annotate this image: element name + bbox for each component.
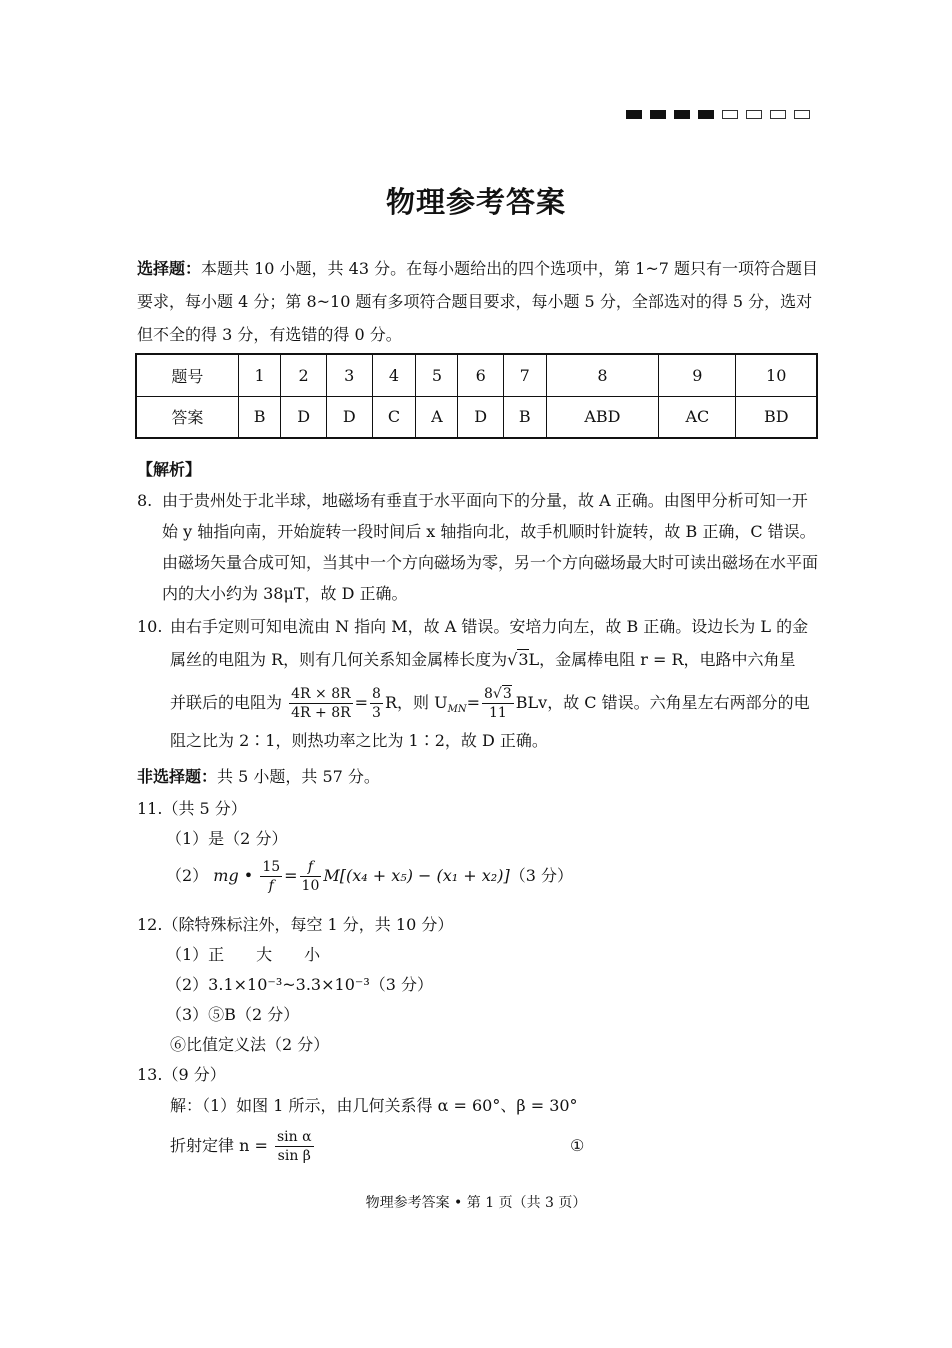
table-cell: D [326,396,372,438]
table-cell: D [281,396,327,438]
equals-sign: = [466,693,480,712]
fraction-f-over-10 [300,858,322,895]
question-8 [137,485,821,609]
header-marks [626,110,810,119]
filled-block-icon [650,110,666,119]
q12-part-3: （3）⑤B（2 分） [166,1005,300,1024]
fraction-snell-law [275,1128,314,1165]
question-number: 10. [137,617,163,636]
table-row-answers [136,396,817,438]
table-cell: B [504,396,547,438]
fraction-denominator: 4R + 8R [291,705,351,721]
q11-part-1: （1）是（2 分） [166,829,288,848]
q11-part-2: （2） mg • $\frac{15}{f}$ = $\frac{f}{10}$ M[(x₄ + x₅) − (x₁ + x₂)]（3 分） [166,859,573,894]
filled-block-icon [626,110,642,119]
row-header-number: 题号 [136,354,238,396]
table-cell: C [372,396,416,438]
filled-block-icon [674,110,690,119]
answer-table [135,353,818,439]
fraction-numerator: 4R × 8R [291,686,351,702]
q13-part-1: 解：（1）如图 1 所示，由几何关系得 α = 60°、β = 30° [170,1096,578,1115]
fraction-numerator: sin α [276,1129,312,1145]
question-number: 8. [137,491,153,510]
fraction-denominator: 3 [372,705,381,721]
empty-block-icon [722,110,738,119]
fraction-denominator: 10 [301,878,320,894]
table-cell: 8 [546,354,659,396]
table-row-numbers [136,354,817,396]
q12-head: 12.（除特殊标注外，每空 1 分，共 10 分） [137,915,454,934]
q11-mg: mg • [213,866,254,885]
q12-part-4: ⑥比值定义法（2 分） [170,1035,330,1054]
table-cell: 1 [238,354,281,396]
q10-line-2a: 属丝的电阻为 R，则有几何关系知金属棒长度为 [170,650,508,669]
fraction-voltage [482,685,514,722]
page-title: 物理参考答案 [385,185,566,219]
q10-line-4: 阻之比为 2∶1，则热功率之比为 1∶2，故 D 正确。 [170,731,548,750]
q10-line-2b: L，金属棒电阻 r = R，电路中六角星 [528,650,796,669]
table-cell: A [416,396,458,438]
table-cell: B [238,396,281,438]
table-cell: BD [736,396,817,438]
table-cell: 5 [416,354,458,396]
q10-line-3a: 并联后的电阻为 [170,693,283,712]
equals-sign: = [354,693,369,712]
table-cell: 6 [458,354,504,396]
table-cell: 10 [736,354,817,396]
table-cell: 4 [372,354,416,396]
table-cell: D [458,396,504,438]
fraction-numerator-coefficient: 8 [484,686,493,702]
table-cell: 3 [326,354,372,396]
table-cell: 2 [281,354,327,396]
sqrt-radicand: 3 [518,650,529,669]
page-footer: 物理参考答案 • 第 1 页（共 3 页） [365,1195,587,1211]
analysis-label: 【解析】 [137,460,202,479]
q13-part-2-prefix: 折射定律 n = [170,1136,268,1155]
q10-line-3c: BLv，故 C 错误。六角星左右两部分的电 [515,693,810,712]
q11-expression: M[(x₄ + x₅) − (x₁ + x₂)] [323,866,510,885]
fraction-parallel-resistance [289,685,353,722]
q13-part-2 [170,1126,600,1166]
empty-block-icon [794,110,810,119]
sqrt-radicand: 3 [502,686,512,702]
table-cell: 7 [504,354,547,396]
q10-line-3 [170,683,821,723]
fraction-denominator: 11 [488,705,507,721]
fraction-denominator: sin β [277,1148,311,1164]
subscript-mn: MN [447,704,467,716]
empty-block-icon [770,110,786,119]
q10-line-2: 属丝的电阻为 R，则有几何关系知金属棒长度为√3L，金属棒电阻 r = R，电路中六角星 [170,650,796,669]
q11-part-2-prefix: （2） [166,866,209,885]
q10-line-3b: R，则 U [384,693,448,712]
choice-intro-text: 本题共 10 小题，共 43 分。在每小题给出的四个选项中，第 1~7 题只有一项符合题目要求，每小题 4 分；第 8~10 题有多项符合题目要求，每小题 5 分，全部选对的得 5 分，选对但不全的得 3 分，有选错的得 0 分。 [137,259,819,344]
empty-block-icon [746,110,762,119]
table-cell: ABD [546,396,659,438]
fraction-numerator: f [300,858,322,877]
fraction-numerator: 8 [372,686,381,702]
choice-intro-lead: 选择题： [137,259,202,278]
nonchoice-lead: 非选择题： [137,767,218,786]
question-10-body [170,611,821,756]
q11-head: 11.（共 5 分） [137,799,247,818]
table-cell: AC [659,396,736,438]
row-header-answer: 答案 [136,396,238,438]
fraction-eight-thirds [370,685,383,722]
fraction-15-over-f [260,858,282,895]
table-cell: 9 [659,354,736,396]
nonchoice-text: 共 5 小题，共 57 分。 [217,767,380,786]
filled-block-icon [698,110,714,119]
question-8-text: 由于贵州处于北半球，地磁场有垂直于水平面向下的分量，故 A 正确。由图甲分析可知一开始 y 轴指向南，开始旋转一段时间后 x 轴指向北，故手机顺时针旋转，故 B 正确，C 错误。由磁场矢量合成可知，当其中一个方向磁场为零，另一个方向磁场最大时可读出磁场在水平面内的大小约为 38μT，故 D 正确。 [162,491,819,603]
q11-part-2-score: （3 分） [509,866,573,885]
fraction-numerator: 8√3 [484,686,512,702]
q10-line-1: 由右手定则可知电流由 N 指向 M，故 A 错误。安培力向左，故 B 正确。设边长为 L 的金 [170,617,809,636]
q12-part-1: （1）正 大 小 [166,945,321,964]
equation-marker: ① [570,1136,585,1155]
fraction-numerator: 15 [262,859,281,875]
choice-intro [137,252,819,351]
q13-head: 13.（9 分） [137,1065,226,1084]
question-10 [137,611,821,756]
fraction-denominator: f [268,878,274,894]
q12-part-2: （2）3.1×10⁻³~3.3×10⁻³（3 分） [166,975,433,994]
nonchoice-intro [137,764,380,787]
